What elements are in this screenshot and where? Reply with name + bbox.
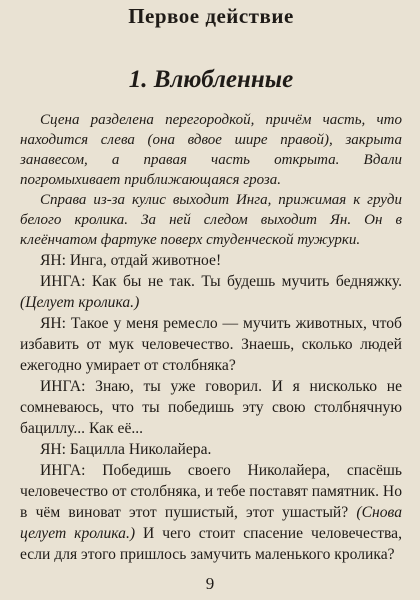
act-title: Первое действие bbox=[128, 4, 294, 28]
stage-direction: Сцена разделена перегородкой, причём часть, что находится слева (она вдвое шире правой), закрыта занавесом, а правая часть открыта. Вдали погромыхивает приближающаяся гроза. bbox=[20, 112, 402, 188]
stage-direction: Справа из-за кулис выходит Инга, прижимая к груди белого кролика. За ней следом выходит Ян. Он в клеёнчатом фартуке поверх студенческой тужурки. bbox=[20, 192, 402, 248]
dialogue-line bbox=[20, 460, 402, 565]
dialogue-text: ИНГА: Как бы не так. Ты будешь мучить бедняжку. bbox=[40, 273, 402, 290]
scene-title: 1. Влюбленные bbox=[128, 66, 294, 93]
dialogue-text: ИНГА: Знаю, ты уже говорил. И я нисколько не сомневаюсь, что ты победишь эту свою столбнячную бациллу... Как её... bbox=[20, 378, 402, 437]
dialogue-line bbox=[20, 313, 402, 376]
dialogue-line bbox=[20, 271, 402, 313]
inline-stage-direction: (Снова целует кролика.) bbox=[20, 504, 402, 542]
page-number: 9 bbox=[205, 574, 215, 593]
dialogue-text: ЯН: Инга, отдай животное! bbox=[40, 252, 222, 269]
dialogue-line bbox=[20, 439, 402, 460]
dialogue-text-continued: И чего стоит спасение человечества, если для этого пришлось замучить маленького кролика? bbox=[20, 525, 403, 563]
dialogue-text: ЯН: Такое у меня ремесло — мучить животных, чтоб избавить от мук человечество. Знаешь, сколько людей ежегодно умирает от столбняка? bbox=[20, 315, 402, 374]
dialogue-text: ИНГА: Победишь своего Николайера, спасёшь человечество от столбняка, и тебе поставят памятник. Но в чём виноват этот пушистый, этот ушастый? bbox=[20, 462, 402, 521]
dialogue-text: ЯН: Бацилла Николайера. bbox=[40, 441, 212, 458]
inline-stage-direction: (Целует кролика.) bbox=[20, 294, 140, 311]
dialogue-line bbox=[20, 250, 402, 271]
dialogue-line bbox=[20, 376, 402, 439]
